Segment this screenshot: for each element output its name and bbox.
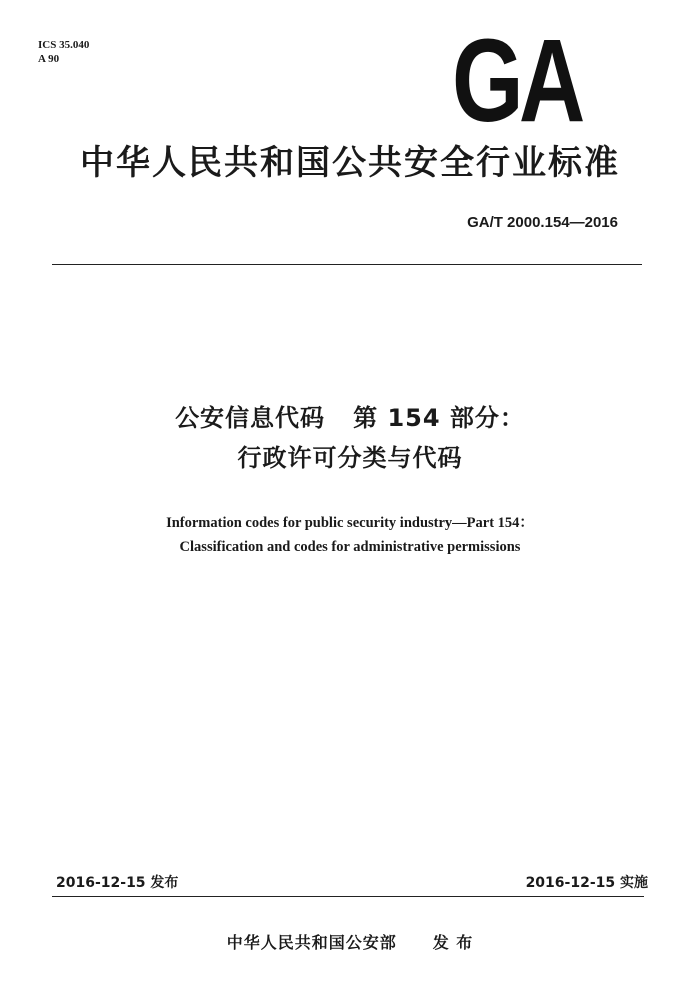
classification-codes xyxy=(38,38,89,66)
english-title xyxy=(0,511,700,559)
english-title-line1: Information codes for public security industry—Part 154： xyxy=(166,515,534,531)
footer-divider xyxy=(52,896,644,897)
publisher-name: 中华人民共和国公安部 xyxy=(226,933,397,952)
english-title-line2: Classification and codes for administrative permissions xyxy=(179,539,521,555)
publisher xyxy=(0,930,700,953)
ics-code: ICS 35.040 xyxy=(38,39,90,51)
header-divider xyxy=(52,264,642,265)
chinese-title-line1: 公安信息代码 第 154 部分： xyxy=(175,404,525,432)
ccs-code: A 90 xyxy=(38,53,60,65)
implementation-date: 2016-12-15 实施 xyxy=(525,875,648,891)
issue-date: 2016-12-15 发布 xyxy=(56,875,179,891)
chinese-title xyxy=(0,398,700,478)
ga-logo: GA xyxy=(452,15,581,147)
publisher-action: 发 布 xyxy=(432,933,474,952)
standard-category: 中华人民共和国公共安全行业标准 xyxy=(80,143,620,183)
chinese-title-line2: 行政许可分类与代码 xyxy=(237,444,463,472)
standard-number: GA/T 2000.154—2016 xyxy=(467,214,618,231)
